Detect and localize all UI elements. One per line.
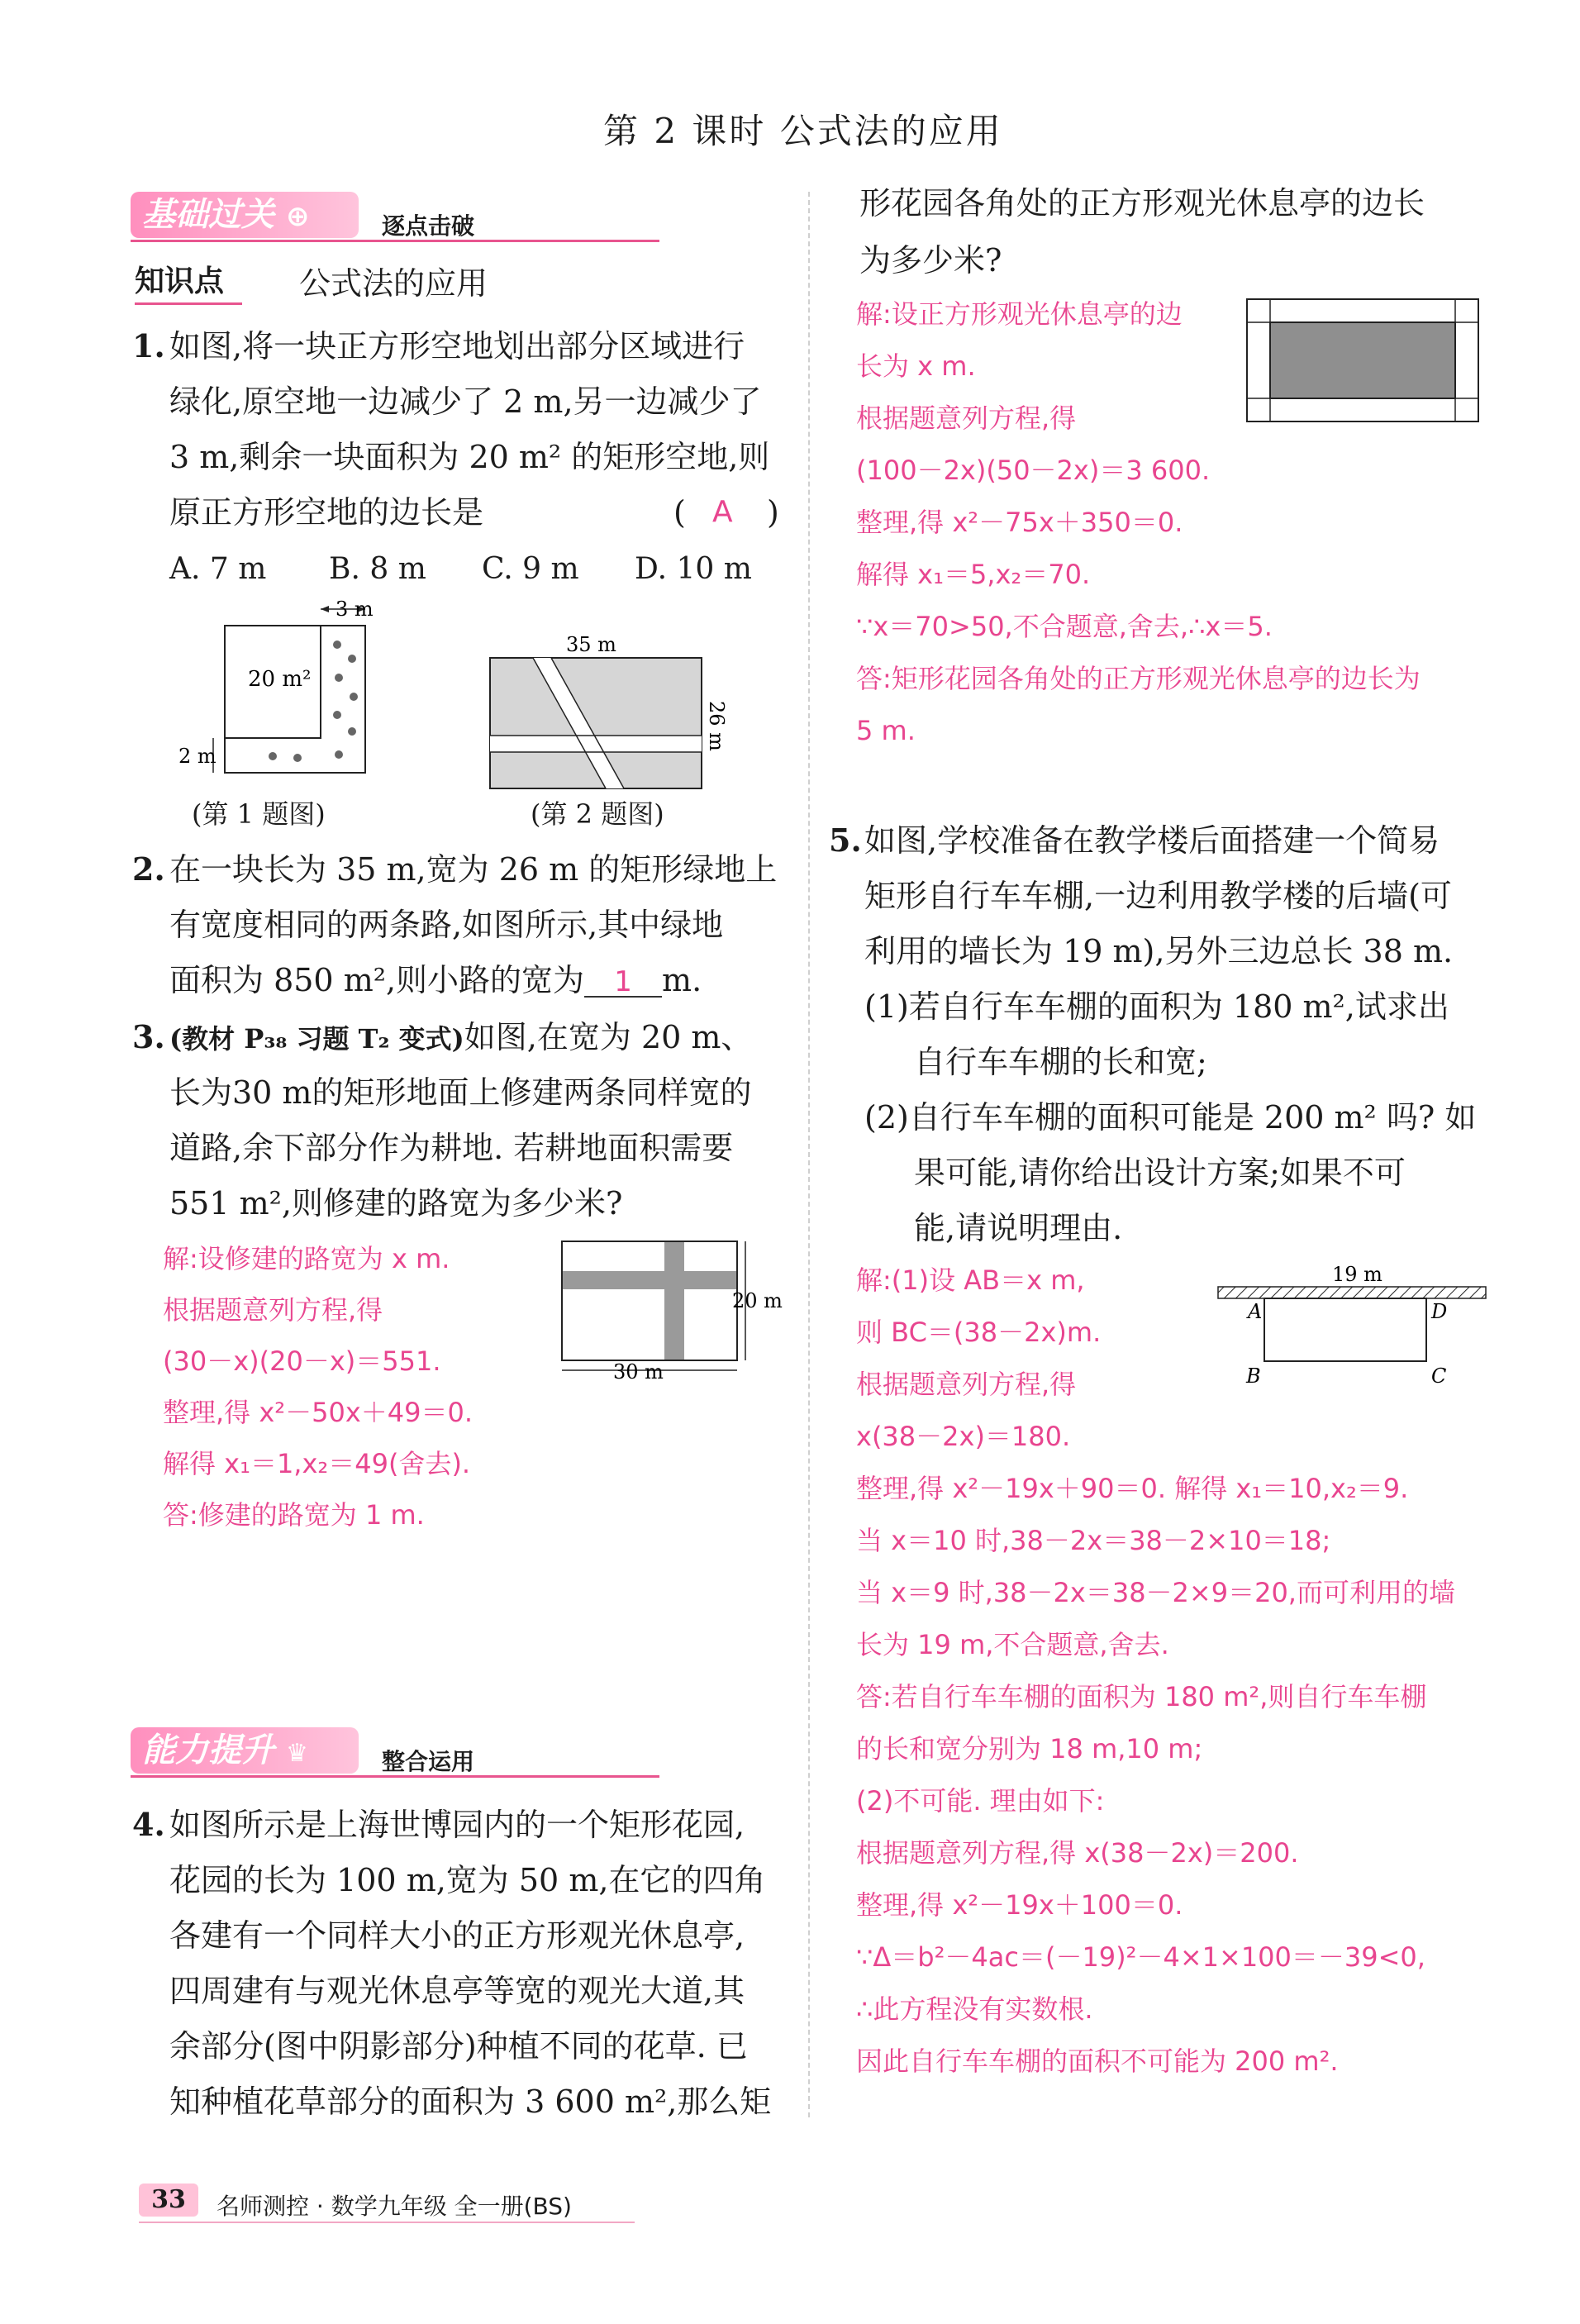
- solution-line: 整理,得 x²－19x＋90＝0. 解得 x₁＝10,x₂＝9.: [856, 1473, 1409, 1504]
- point-c-label: C: [1431, 1364, 1447, 1388]
- question-text-line: 利用的墙长为 19 m),另外三边总长 38 m.: [864, 933, 1454, 969]
- figure-2-diagram: [483, 635, 731, 792]
- question-text-line: 果可能,请你给出设计方案;如果不可: [914, 1155, 1406, 1191]
- option-b: B. 8 m: [329, 552, 426, 586]
- question-text-segment: m.: [662, 962, 702, 998]
- question-source: (教材 P₃₈ 习题 T₂ 变式): [169, 1023, 464, 1055]
- question-number: 5.: [829, 821, 862, 859]
- lamp-icon: ♛: [285, 1739, 308, 1768]
- solution-line: 答:矩形花园各角处的正方形观光休息亭的边长为: [856, 663, 1421, 694]
- solution-line: 长为 x m.: [856, 350, 976, 382]
- option-a: A. 7 m: [169, 552, 267, 586]
- figure-3-diagram: [555, 1231, 795, 1380]
- section-banner-basic: [131, 192, 359, 238]
- solution-line: 整理,得 x²－50x＋49＝0.: [163, 1397, 474, 1428]
- solution-line: 当 x＝10 时,38－2x＝38－2×10＝18;: [856, 1525, 1331, 1556]
- column-divider: [808, 192, 810, 2117]
- question-text-line: 知种植花草部分的面积为 3 600 m²,那么矩: [169, 2084, 772, 2120]
- question-text-line: 自行车车棚的长和宽;: [914, 1044, 1207, 1080]
- figure-1-left-label: 2 m: [178, 745, 217, 768]
- divider: [139, 2222, 635, 2223]
- figure-2-side-label: 26 m: [705, 701, 728, 751]
- knowledge-point-title: 公式法的应用: [299, 265, 488, 302]
- question-text-line: 花园的长为 100 m,宽为 50 m,在它的四角: [169, 1862, 766, 1898]
- figure-2-top-label: 35 m: [566, 635, 616, 656]
- figure-caption: (第 1 题图): [192, 798, 326, 830]
- solution-line: 答:若自行车车棚的面积为 180 m²,则自行车车棚: [856, 1681, 1427, 1712]
- question-number: 1.: [132, 327, 165, 364]
- fill-blank-answer: 1: [584, 968, 662, 998]
- point-a-label: A: [1248, 1300, 1263, 1323]
- figure-3-side-label: 20 m: [732, 1289, 783, 1312]
- solution-line: ∵Δ＝b²－4ac＝(－19)²－4×1×100＝－39<0,: [856, 1941, 1425, 1973]
- solution-line: ∵x＝70>50,不合题意,舍去,∴x＝5.: [856, 611, 1273, 642]
- solution-line: 整理,得 x²－19x＋100＝0.: [856, 1889, 1183, 1921]
- question-text-line: 如图,将一块正方形空地划出部分区域进行: [169, 328, 745, 364]
- solution-line: 长为 19 m,不合题意,舍去.: [856, 1629, 1169, 1660]
- solution-line: 则 BC＝(38－2x)m.: [856, 1317, 1102, 1348]
- question-text-line: 绿化,原空地一边减少了 2 m,另一边减少了: [169, 383, 762, 420]
- page-title: 第 2 课时 公式法的应用: [603, 111, 1003, 151]
- question-number: 3.: [132, 1018, 165, 1055]
- section-banner-ability: [131, 1727, 359, 1774]
- figure-5-wall-label: 19 m: [1332, 1263, 1382, 1286]
- figure-1-diagram: [174, 599, 388, 785]
- target-icon: ⊕: [285, 200, 310, 233]
- solution-line: 的长和宽分别为 18 m,10 m;: [856, 1733, 1203, 1764]
- solution-line: 根据题意列方程,得: [163, 1294, 383, 1326]
- section-banner-label: 能力提升: [142, 1731, 274, 1769]
- question-text-line: 长为30 m的矩形地面上修建两条同样宽的: [169, 1074, 752, 1111]
- divider: [131, 240, 659, 242]
- question-text-segment: 面积为 850 m²,则小路的宽为: [169, 962, 585, 998]
- figure-1-top-label: 3 m: [336, 599, 374, 621]
- tree-icon: [269, 641, 358, 762]
- figure-3-bottom-label: 30 m: [613, 1360, 664, 1380]
- solution-line: x(38－2x)＝180.: [856, 1421, 1071, 1452]
- solution-line: (100－2x)(50－2x)＝3 600.: [856, 455, 1211, 486]
- book-title: 名师测控 · 数学九年级 全一册(BS): [217, 2193, 572, 2220]
- question-text-line: 有宽度相同的两条路,如图所示,其中绿地: [169, 907, 724, 943]
- question-text-line: 矩形自行车车棚,一边利用教学楼的后墙(可: [864, 878, 1452, 914]
- solution-line: (2)不可能. 理由如下:: [856, 1785, 1105, 1817]
- question-text-line: 各建有一个同样大小的正方形观光休息亭,: [169, 1917, 745, 1954]
- option-c: C. 9 m: [482, 552, 579, 586]
- solution-line: 根据题意列方程,得: [856, 402, 1077, 434]
- question-text-line: 如图所示是上海世博园内的一个矩形花园,: [169, 1807, 745, 1843]
- figure-4-diagram: [1244, 296, 1483, 428]
- solution-line: 答:修建的路宽为 1 m.: [163, 1499, 425, 1531]
- section-subtitle: 逐点击破: [382, 212, 475, 240]
- figure-caption: (第 2 题图): [531, 798, 664, 830]
- figure-5-diagram: [1215, 1260, 1496, 1393]
- solution-line: 解:(1)设 AB＝x m,: [856, 1264, 1085, 1296]
- question-text-line: 在一块长为 35 m,宽为 26 m 的矩形绿地上: [169, 851, 778, 888]
- solution-line: ∴此方程没有实数根.: [856, 1993, 1093, 2025]
- question-text-line: (1)若自行车车棚的面积为 180 m²,试求出: [864, 988, 1449, 1025]
- page-number: 33: [139, 2184, 198, 2217]
- solution-line: (30－x)(20－x)＝551.: [163, 1345, 441, 1377]
- question-text-segment: 如图,在宽为 20 m、: [464, 1019, 753, 1055]
- question-text-line: 551 m²,则修建的路宽为多少米?: [169, 1185, 623, 1222]
- solution-line: 解:设正方形观光休息亭的边: [856, 298, 1183, 330]
- question-text-line: 为多少米?: [859, 242, 1002, 279]
- figure-1-area-label: 20 m²: [248, 667, 312, 692]
- answer-bracket-open: (: [673, 494, 686, 531]
- question-text-line: [169, 964, 702, 998]
- section-subtitle: 整合运用: [382, 1748, 475, 1775]
- point-d-label: D: [1431, 1300, 1448, 1323]
- point-b-label: B: [1246, 1364, 1261, 1388]
- solution-line: 解得 x₁＝5,x₂＝70.: [856, 559, 1091, 590]
- question-text-line: (2)自行车车棚的面积可能是 200 m² 吗? 如: [864, 1099, 1477, 1136]
- solution-line: 当 x＝9 时,38－2x＝38－2×9＝20,而可利用的墙: [856, 1577, 1455, 1608]
- solution-line: 根据题意列方程,得: [856, 1369, 1077, 1400]
- answer-bracket-close: ): [767, 494, 779, 531]
- answer-choice: A: [712, 495, 733, 529]
- section-banner-label: 基础过关: [142, 196, 274, 234]
- question-text-line: 道路,余下部分作为耕地. 若耕地面积需要: [169, 1130, 734, 1166]
- knowledge-point-label: 知识点: [135, 264, 225, 298]
- solution-line: 整理,得 x²－75x＋350＝0.: [856, 507, 1183, 538]
- question-text-line: 能,请说明理由.: [914, 1210, 1123, 1246]
- solution-line: 根据题意列方程,得 x(38－2x)＝200.: [856, 1837, 1299, 1869]
- question-number: 4.: [132, 1806, 165, 1843]
- divider: [131, 1775, 659, 1778]
- solution-line: 解:设修建的路宽为 x m.: [163, 1243, 450, 1274]
- question-number: 2.: [132, 850, 165, 888]
- question-text-line: 原正方形空地的边长是: [169, 494, 484, 531]
- divider: [135, 302, 242, 305]
- question-text-line: 3 m,剩余一块面积为 20 m² 的矩形空地,则: [169, 439, 770, 475]
- question-text-line: 余部分(图中阴影部分)种植不同的花草. 已: [169, 2028, 748, 2064]
- question-text-line: 如图,学校准备在教学楼后面搭建一个简易: [864, 822, 1440, 859]
- question-text-line: 四周建有与观光休息亭等宽的观光大道,其: [169, 1973, 745, 2009]
- solution-line: 解得 x₁＝1,x₂＝49(舍去).: [163, 1448, 471, 1479]
- question-text-line: 形花园各角处的正方形观光休息亭的边长: [859, 185, 1425, 221]
- solution-line: 5 m.: [856, 715, 916, 746]
- solution-line: 因此自行车车棚的面积不可能为 200 m².: [856, 2045, 1339, 2077]
- option-d: D. 10 m: [635, 552, 752, 586]
